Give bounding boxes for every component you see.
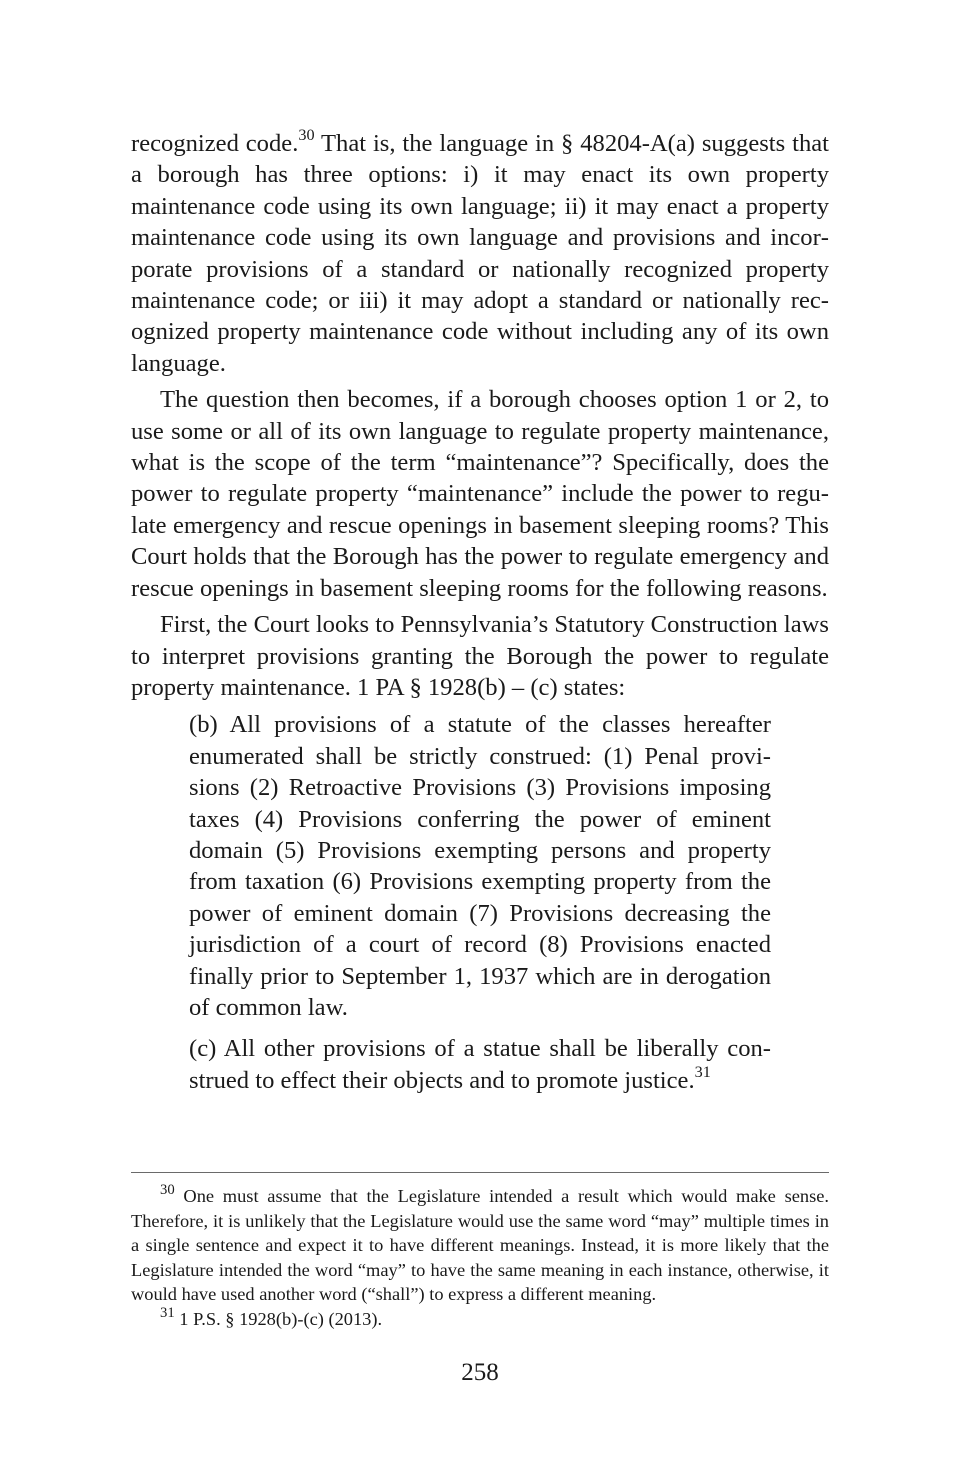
paragraph-3: First, the Court looks to Pennsylvania’s Statutory Construction laws to interpret provisions granting the Borough the power to regulate property maintenance. 1 PA § 1928(b) – (c) states: <box>131 611 829 701</box>
footnote-ref-31[interactable]: 31 <box>694 1062 711 1081</box>
block-quote-c-text: (c) All other provisions of a statue shall be liberally construed to effect their objects and to promote justice. <box>189 1035 771 1094</box>
paragraph-1-text-before: recognized code. <box>131 130 299 157</box>
footnotes-section <box>131 1184 829 1332</box>
paragraph-1-text-after: That is, the language in § 48204-A(a) suggests that a borough has three options: i) it may enact its own property maintenance code using its own language; ii) it may enact a property maintenance code using its own language and provisions and incorporate provisions of a standard or nationally recognized property maintenance code; or iii) it may adopt a standard or nationally recognized property maintenance code without including any of its own language. <box>131 130 829 377</box>
paragraph-2: The question then becomes, if a borough chooses option 1 or 2, to use some or all of its own language to regulate property maintenance, what is the scope of the term “maintenance”? Specifically, does the power to regulate property “maintenance” include the power to regulate emergency and rescue openings in basement sleeping rooms? This Court holds that the Borough has the power to regulate emergency and rescue openings in basement sleeping rooms for the following reasons. <box>131 386 829 602</box>
footnote-31 <box>131 1307 829 1332</box>
block-quote-b: (b) All provisions of a statute of the classes hereafter enumerated shall be strictly construed: (1) Penal provisions (2) Retroactive Provisions (3) Provisions imposing taxes (4) Provisions conferring the power of eminent domain (5) Provisions exempting persons and property from taxation (6) Provisions exempting property from the power of eminent domain (7) Provisions decreasing the jurisdiction of a court of record (8) Provisions enacted finally prior to September 1, 1937 which are in derogation of common law. <box>189 711 771 1021</box>
footnote-number-31: 31 <box>160 1305 175 1322</box>
footnote-30-text: One must assume that the Legislature intended a result which would make sense. Therefore, it is unlikely that the Legislature would use the same word “may” multiple times in a single sentence and expect it to have different meanings. Instead, it is more likely that the Legislature intended the word “may” to have the same meaning in each instance, otherwise, it would have used another word (“shall”) to express a different meaning. <box>131 1186 829 1305</box>
body-text <box>131 128 829 1096</box>
block-quote-c <box>189 1033 771 1096</box>
footnote-31-text: 1 P.S. § 1928(b)-(c) (2013). <box>174 1308 383 1329</box>
page-number: 258 <box>461 1359 499 1386</box>
paragraph-1 <box>131 128 829 379</box>
footnote-number-30: 30 <box>160 1182 175 1199</box>
footnote-30 <box>131 1184 829 1307</box>
footnote-divider <box>131 1172 829 1173</box>
footnote-ref-30[interactable]: 30 <box>298 126 315 145</box>
